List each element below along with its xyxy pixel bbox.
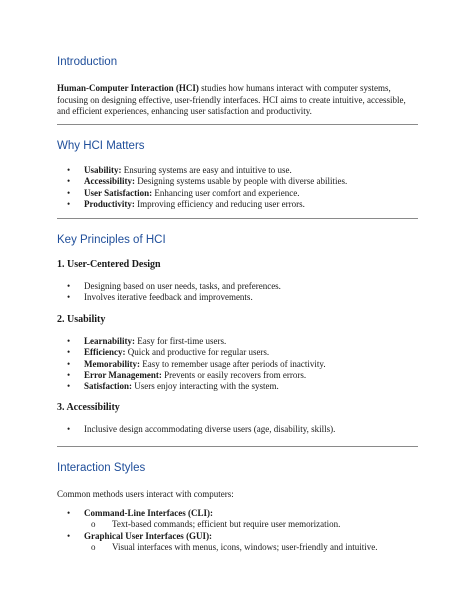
list-item <box>57 281 281 292</box>
bullet-icon: • <box>67 369 71 380</box>
item-term: Command-Line Interfaces (CLI): <box>84 508 213 518</box>
styles-list <box>57 508 377 553</box>
bullet-icon: • <box>67 530 71 541</box>
item-text: Text-based commands; efficient but require user memorization. <box>112 519 341 530</box>
item-text: Quick and productive for regular users. <box>125 347 270 358</box>
heading-introduction: Introduction <box>57 56 118 68</box>
intro-line1: studies how humans interact with computer systems, <box>198 83 391 93</box>
intro-term: Human-Computer Interaction (HCI) <box>57 83 199 93</box>
heading-key-principles: Key Principles of HCI <box>57 234 166 246</box>
item-text: Inclusive design accommodating diverse users (age, disability, skills). <box>84 424 336 434</box>
sub-list-item <box>57 519 377 530</box>
item-term: Graphical User Interfaces (GUI): <box>84 530 213 541</box>
list-item <box>57 508 377 531</box>
circle-bullet-icon: o <box>91 519 96 530</box>
bullet-icon: • <box>67 347 71 358</box>
item-text: Designing based on user needs, tasks, and preferences. <box>84 281 281 291</box>
bullet-icon: • <box>67 187 71 198</box>
bullet-icon: • <box>67 508 71 518</box>
section-divider <box>57 218 418 219</box>
bullet-icon: • <box>67 336 71 346</box>
bullet-icon: • <box>67 281 71 291</box>
item-text: Users enjoy interacting with the system. <box>132 381 279 392</box>
bullet-icon: • <box>67 165 71 175</box>
bullet-icon: • <box>67 424 71 434</box>
bullet-icon: • <box>67 292 71 303</box>
list-item <box>57 347 326 358</box>
item-text: Prevents or easily recovers from errors. <box>161 369 307 380</box>
sub-list <box>57 542 377 553</box>
circle-bullet-icon: o <box>91 541 96 552</box>
list-item <box>57 424 335 435</box>
item-text: Easy for first-time users. <box>135 336 227 346</box>
item-term: Efficiency: <box>84 347 126 358</box>
list-item <box>57 381 326 392</box>
list-item <box>57 188 347 199</box>
list-item <box>57 165 347 176</box>
section-divider <box>57 124 418 125</box>
item-text: Easy to remember usage after periods of inactivity. <box>139 358 326 369</box>
sub-list <box>57 519 377 530</box>
why-list <box>57 165 347 210</box>
item-term: Satisfaction: <box>84 381 132 392</box>
item-term: Accessibility: <box>84 176 135 187</box>
bullet-icon: • <box>67 176 71 187</box>
item-term: Usability: <box>84 165 122 175</box>
accessibility-list <box>57 424 335 435</box>
intro-paragraph <box>57 83 418 118</box>
list-item <box>57 176 347 187</box>
item-term: Error Management: <box>84 369 162 380</box>
list-item <box>57 359 326 370</box>
sub-list-item <box>57 542 377 553</box>
heading-interaction-styles: Interaction Styles <box>57 462 146 474</box>
intro-line3: and efficient experiences, enhancing user satisfaction and productivity. <box>57 106 312 117</box>
item-text: Visual interfaces with menus, icons, windows; user-friendly and intuitive. <box>112 541 378 552</box>
item-text: Designing systems usable by people with diverse abilities. <box>135 176 348 187</box>
bullet-icon: • <box>67 381 71 392</box>
bullet-icon: • <box>67 358 71 369</box>
item-term: Productivity: <box>84 198 135 209</box>
heading-why-hci-matters: Why HCI Matters <box>57 140 145 152</box>
intro-line2: focusing on designing effective, user-friendly interfaces. HCI aims to create intuitive, accessible, <box>57 94 406 105</box>
list-item <box>57 531 377 554</box>
item-term: Memorability: <box>84 358 140 369</box>
item-text: Enhancing user comfort and experience. <box>152 187 300 198</box>
subheading-usability: 2. Usability <box>57 314 106 325</box>
list-item <box>57 292 281 303</box>
list-item <box>57 370 326 381</box>
ucd-list <box>57 281 281 304</box>
subheading-user-centered-design: 1. User-Centered Design <box>57 259 161 270</box>
subheading-accessibility: 3. Accessibility <box>57 402 120 413</box>
item-term: Learnability: <box>84 336 135 346</box>
item-text: Improving efficiency and reducing user errors. <box>134 198 305 209</box>
item-text: Involves iterative feedback and improvements. <box>84 292 253 303</box>
bullet-icon: • <box>67 198 71 209</box>
list-item <box>57 199 347 210</box>
item-term: User Satisfaction: <box>84 187 153 198</box>
styles-intro: Common methods users interact with computers: <box>57 489 234 499</box>
item-text: Ensuring systems are easy and intuitive to use. <box>121 165 292 175</box>
usability-list <box>57 336 326 392</box>
list-item <box>57 336 326 347</box>
section-divider <box>57 446 418 447</box>
